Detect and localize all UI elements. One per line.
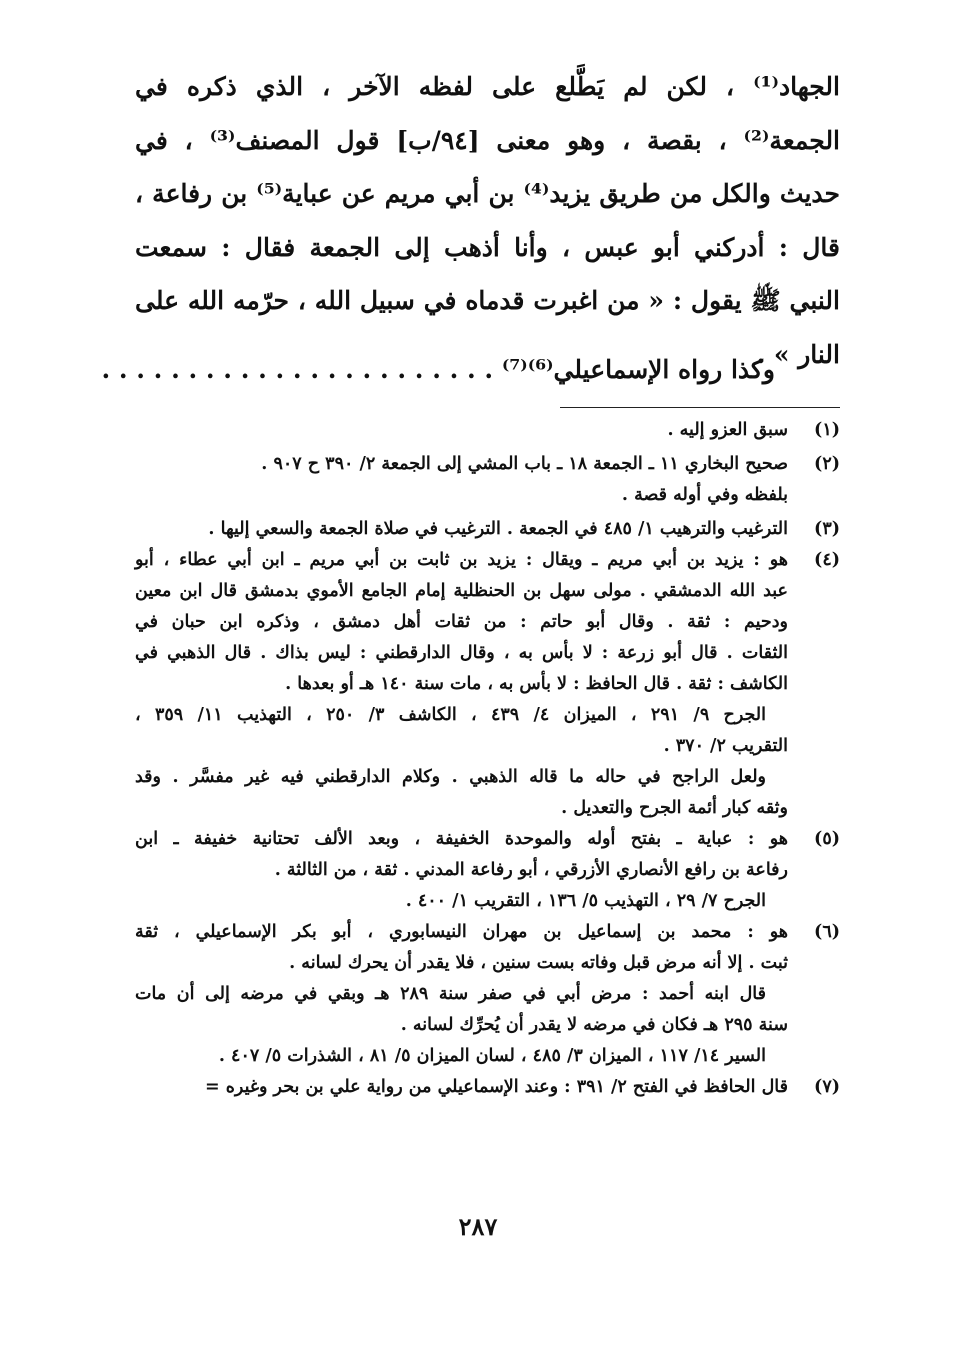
- footnote-note-line: قال ابنه أحمد : مرض أبي في صفر سنة ٢٨٩ هـ وبقي في مرضه إلى أن مات: [135, 984, 766, 1004]
- footnote-ref-line: التقريب ٢/ ٣٧٠ .: [663, 736, 788, 756]
- footnote-line: الكاشف : ثقة . قال الحافظ : لا بأس به ، مات سنة ١٤٠ هـ أو بعدها .: [285, 674, 788, 694]
- footnote-line: عبد الله الدمشقي . مولى سهل بن الحنظلية إمام الجامع الأموي بدمشق قال ابن معين: [135, 581, 788, 601]
- footnote-1: [135, 415, 840, 446]
- main-text-line: قال : أدركني أبو عبس ، وأنا أذهب إلى الجمعة فقال : سمعت: [135, 232, 840, 262]
- main-text-line: حديث والكل من طريق يزيد⁽⁴⁾ بن أبي مريم عن عباية⁽⁵⁾ بن رفاعة ،: [135, 179, 840, 208]
- footnote-number: (٦): [814, 922, 840, 942]
- footnote-number: (١): [814, 420, 840, 440]
- footnotes: [135, 415, 840, 1103]
- footnote-ref-line: الجرح ٩/ ٢٩١ ، الميزان ٤/ ٤٣٩ ، الكاشف ٣/ ٢٥٠ ، التهذيب ١١/ ٣٥٩ ،: [135, 705, 766, 725]
- main-text-line: الجمعة⁽²⁾ ، بقصة ، وهو معنى [٩٤/ب] قول المصنف⁽³⁾ ، في: [135, 125, 841, 155]
- main-text: [135, 60, 840, 381]
- footnote-ref-line: السير ١٤/ ١١٧ ، الميزان ٣/ ٤٨٥ ، لسان الميزان ٥/ ٨١ ، الشذرات ٥/ ٤٠٧ .: [218, 1046, 766, 1066]
- footnote-3: [135, 514, 840, 545]
- kadha-line: [101, 350, 775, 390]
- footnote-line: قال الحافظ في الفتح ٢/ ٣٩١ : وعند الإسماعيلي من رواية علي بن بحر وغيره =: [205, 1077, 788, 1097]
- footnote-line: بلفظه وفي أوله قصة .: [621, 485, 788, 505]
- ellipsis-dots: . . . . . . . . . . . . . . . . . . . . . . .: [101, 355, 494, 384]
- footnote-line: هو : عباية ـ بفتح أوله والموحدة الخفيفة ، وبعد الألف تحتانية خفيفة ـ ابن: [135, 829, 788, 849]
- footnote-line: الترغيب والترهيب ١/ ٤٨٥ في الجمعة . الترغيب في صلاة الجمعة والسعي إليها .: [208, 519, 788, 539]
- footnote-ref-line: الجرح ٧/ ٢٩ ، التهذيب ٥/ ١٣٦ ، التقريب ١/ ٤٠٠ .: [405, 891, 766, 911]
- footnote-number: (٤): [814, 550, 840, 570]
- footnote-separator: [560, 407, 840, 408]
- main-text-line: الجهاد⁽¹⁾ ، لكن لم يَطَّلع على لفظه الآخر ، الذي ذكره في: [135, 72, 840, 101]
- main-text-line: النبي ﷺ يقول : « من اغبرت قدماه في سبيل الله ، حرّمه الله على: [135, 286, 840, 315]
- footnote-line: الثقات . قال أبو زرعة : لا بأس به ، وقال الدارقطني : ليس بذاك . قال الذهبي في: [135, 643, 788, 663]
- footnote-6: [135, 917, 840, 1072]
- footnote-number: (٥): [814, 829, 840, 849]
- footnote-number: (٧): [814, 1077, 840, 1097]
- footnote-line: رفاعة بن رافع الأنصاري الأزرقي ، أبو رفاعة المدني . ثقة ، من الثالثة .: [274, 860, 788, 880]
- footnote-line: هو : محمد بن إسماعيل بن مهران النيسابوري ، أبو بكر الإسماعيلي ، ثقة: [135, 922, 788, 942]
- page-number: ٢٨٧: [458, 1212, 498, 1241]
- kadha-text: وكذا رواه الإسماعيلي⁽⁶⁾⁽⁷⁾: [501, 355, 775, 384]
- footnote-number: (٢): [814, 454, 840, 474]
- footnote-line: ودحيم : ثقة . وقال أبو حاتم : من ثقات أهل دمشق ، وذكره ابن حبان في: [135, 612, 788, 632]
- footnote-7: [135, 1072, 840, 1103]
- footnote-line: صحيح البخاري ١١ ـ الجمعة ١٨ ـ باب المشي إلى الجمعة ٢/ ٣٩٠ ح ٩٠٧ .: [261, 454, 788, 474]
- footnote-number: (٣): [814, 519, 840, 539]
- main-text-line: النار » .: [756, 339, 840, 369]
- footnote-line: سبق العزو إليه .: [667, 420, 788, 440]
- footnote-line: ثبت . إلا أنه مرض قبل وفاته بست سنين ، فلا يقدر أن يحرك لسانه .: [289, 953, 788, 973]
- footnote-note-line: سنة ٢٩٥ هـ فكان في مرضه لا يقدر أن يُحرِّك لسانه .: [400, 1015, 788, 1035]
- footnote-line: هو : يزيد بن أبي مريم ـ ويقال : يزيد بن ثابت بن أبي مريم ـ ابن أبي عطاء ، أبو: [135, 550, 788, 570]
- footnote-2: [135, 449, 840, 511]
- footnote-note-line: وثقه كبار أئمة الجرح والتعديل .: [561, 798, 788, 818]
- footnote-4: [135, 545, 840, 824]
- footnote-note-line: ولعل الراجح في حاله ما قاله الذهبي . وكلام الدارقطني فيه غير مفسَّر . وقد: [135, 767, 766, 787]
- footnote-5: [135, 824, 840, 917]
